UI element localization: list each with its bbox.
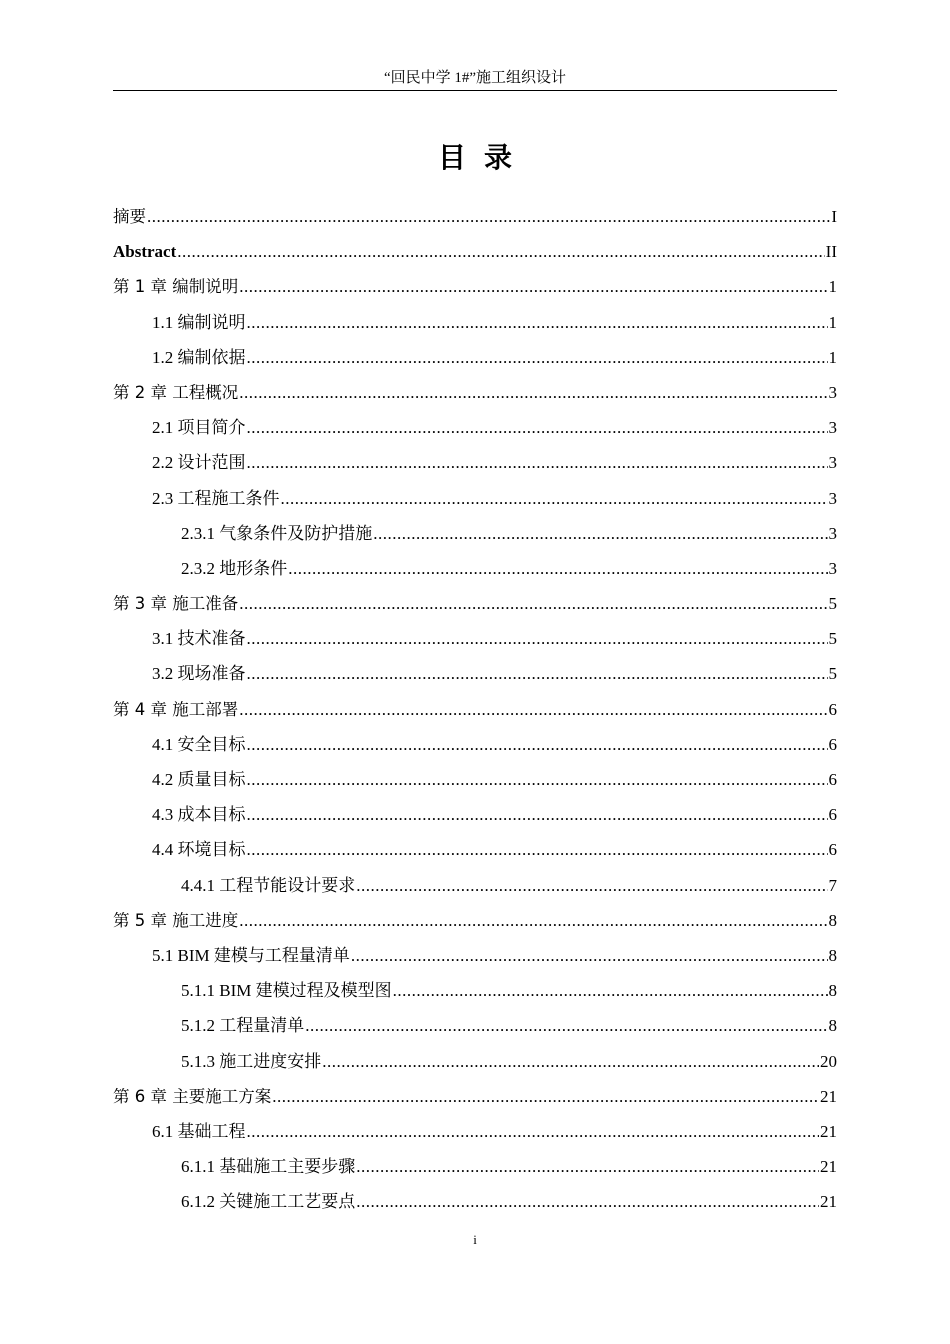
toc-entry[interactable] [113,269,837,304]
toc-entry-page: 3 [828,382,837,402]
toc-entry-label: 2.1 项目简介 [152,418,246,438]
toc-entry-label: 第 5 章 施工进度 [113,910,239,930]
toc-entry[interactable] [113,1149,837,1184]
toc-entry-page: 1 [828,347,837,367]
toc-entry[interactable] [113,234,837,269]
toc-entry[interactable] [113,481,837,516]
toc-entry-page: 20 [820,1051,837,1071]
toc-title: 目录 [437,141,530,174]
toc-entry-label: 4.4 环境目标 [152,840,246,860]
toc-leader-dots [373,516,827,551]
toc-leader-dots [247,410,828,445]
toc-entry-label: 2.3.1 气象条件及防护措施 [181,523,373,543]
toc-entry-page: 21 [820,1157,837,1177]
toc-entry[interactable] [113,410,837,445]
toc-leader-dots [247,762,828,797]
toc-leader-dots [305,1008,827,1043]
header-rule [113,90,837,91]
table-of-contents [113,199,837,1219]
page-number: i [473,1232,477,1247]
toc-entry-label: 4.4.1 工程节能设计要求 [181,875,356,895]
toc-entry[interactable] [113,1184,837,1219]
toc-entry-page: 8 [828,945,837,965]
toc-entry-page: 8 [828,981,837,1001]
toc-entry-label: 第 4 章 施工部署 [113,699,239,719]
toc-leader-dots [247,621,828,656]
toc-entry-label: 6.1.2 关键施工工艺要点 [181,1192,356,1212]
toc-entry[interactable] [113,692,837,727]
toc-entry-page: 5 [828,664,837,684]
toc-leader-dots [239,375,827,410]
toc-leader-dots [247,340,828,375]
toc-leader-dots [272,1079,819,1114]
toc-entry-page: 21 [820,1121,837,1141]
toc-entry[interactable] [113,551,837,586]
toc-leader-dots [356,1184,819,1219]
toc-leader-dots [356,1149,819,1184]
toc-leader-dots [247,797,828,832]
toc-entry-label: 4.2 质量目标 [152,770,246,789]
toc-entry-page: 21 [820,1192,837,1212]
toc-entry-label: 2.3.2 地形条件 [181,558,288,578]
toc-entry-label: 1.1 编制说明 [152,312,246,332]
toc-entry[interactable] [113,727,837,762]
toc-entry-label: 2.3 工程施工条件 [152,488,280,508]
toc-leader-dots [247,727,828,762]
toc-leader-dots [288,551,827,586]
toc-entry[interactable] [113,938,837,973]
toc-entry[interactable] [113,797,837,832]
toc-leader-dots [177,234,824,269]
toc-entry-label: 5.1.3 施工进度安排 [181,1051,322,1071]
toc-entry-label: 第 2 章 工程概况 [113,382,239,402]
toc-leader-dots [356,868,827,903]
toc-entry-page: 3 [828,418,837,438]
toc-entry-label: 3.1 技术准备 [152,629,246,649]
toc-entry-page: 3 [828,453,837,473]
toc-entry-page: 8 [828,910,837,930]
toc-entry[interactable] [113,621,837,656]
toc-leader-dots [281,481,828,516]
toc-entry[interactable] [113,868,837,903]
toc-entry[interactable] [113,1114,837,1149]
toc-leader-dots [147,199,830,234]
toc-entry[interactable] [113,340,837,375]
toc-entry-label: 3.2 现场准备 [152,664,246,684]
toc-leader-dots [351,938,828,973]
running-header: “回民中学 1#”施工组织设计 [383,70,567,86]
toc-entry-page: 6 [828,840,837,860]
toc-entry[interactable] [113,1079,837,1114]
toc-entry-label: Abstract [113,242,177,262]
toc-entry-page: 3 [828,558,837,578]
toc-entry-label: 6.1.1 基础施工主要步骤 [181,1157,356,1177]
toc-entry-page: 5 [828,594,837,614]
toc-entry[interactable] [113,903,837,938]
toc-entry-page: 8 [828,1016,837,1036]
toc-entry-label: 第 3 章 施工准备 [113,594,239,614]
toc-entry[interactable] [113,305,837,340]
toc-entry-label: 4.3 成本目标 [152,805,246,825]
toc-entry-label: 1.2 编制依据 [152,347,246,367]
toc-entry-page: 6 [828,805,837,825]
toc-entry-label: 第 6 章 主要施工方案 [113,1086,272,1106]
toc-entry[interactable] [113,586,837,621]
toc-entry[interactable] [113,1044,837,1079]
toc-leader-dots [247,1114,820,1149]
toc-entry-page: 7 [828,875,837,895]
toc-entry[interactable] [113,973,837,1008]
toc-entry-label: 第 1 章 编制说明 [113,277,239,297]
toc-leader-dots [393,973,828,1008]
toc-entry-page: 5 [828,629,837,649]
toc-entry-page: 1 [828,312,837,332]
toc-leader-dots [247,832,828,867]
toc-entry-page: 21 [820,1086,837,1106]
toc-leader-dots [239,903,827,938]
toc-entry-label: 5.1.1 BIM 建模过程及模型图 [181,981,392,1001]
toc-entry-label: 4.1 安全目标 [152,734,246,754]
toc-entry-label: 摘要 [113,207,146,226]
toc-entry-page: 3 [828,523,837,543]
toc-leader-dots [239,269,827,304]
toc-leader-dots [247,445,828,480]
toc-entry[interactable] [113,516,837,551]
toc-entry[interactable] [113,762,837,797]
toc-entry-page: 6 [828,734,837,754]
toc-entry[interactable] [113,1008,837,1043]
toc-entry-label: 2.2 设计范围 [152,453,246,473]
toc-entry[interactable] [113,199,837,234]
toc-leader-dots [239,692,827,727]
toc-entry-page: I [831,207,837,226]
toc-entry[interactable] [113,445,837,480]
toc-leader-dots [247,656,828,691]
toc-entry[interactable] [113,832,837,867]
toc-leader-dots [239,586,827,621]
toc-leader-dots [322,1044,819,1079]
toc-entry-page: 1 [828,277,837,297]
toc-entry-page: 6 [828,770,837,789]
toc-entry[interactable] [113,375,837,410]
toc-entry[interactable] [113,656,837,691]
toc-entry-label: 5.1 BIM 建模与工程量清单 [152,945,350,965]
toc-entry-page: 3 [828,488,837,508]
toc-leader-dots [247,305,828,340]
toc-entry-label: 6.1 基础工程 [152,1121,246,1141]
toc-entry-label: 5.1.2 工程量清单 [181,1016,305,1036]
toc-entry-page: 6 [828,699,837,719]
toc-entry-page: II [825,242,837,262]
